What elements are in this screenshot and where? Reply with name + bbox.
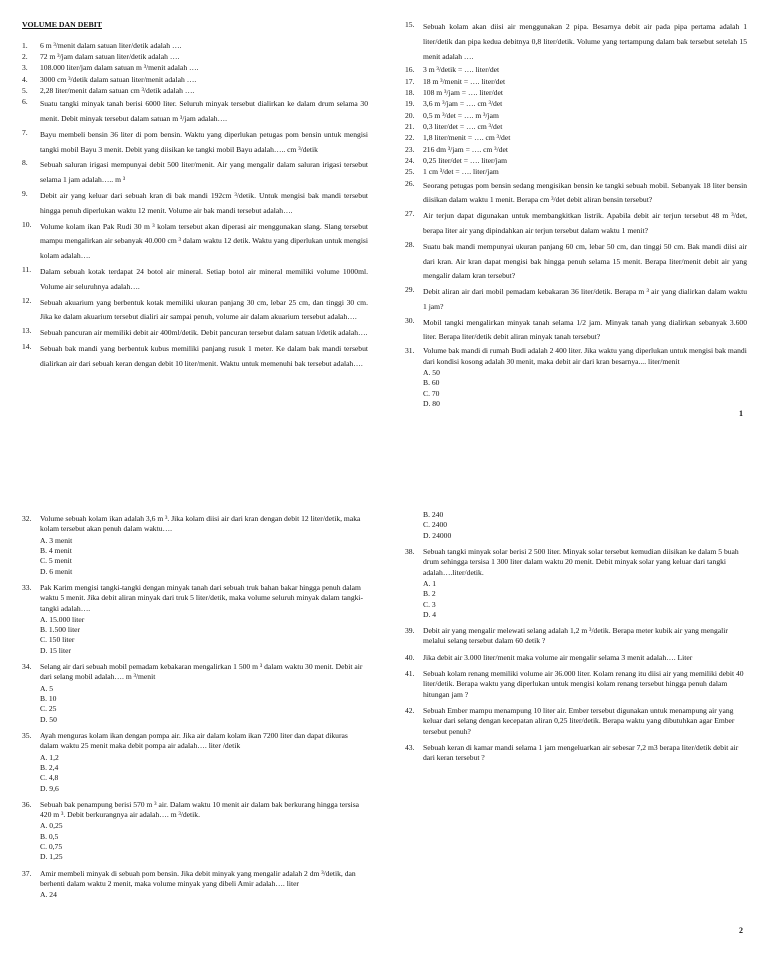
question-text: Pak Karim mengisi tangki-tangki dengan minyak tanah dari sebuah truk bahan bakar hingga penuh dalam waktu 5 menit. Jika debit aliran minyak dari truk 5 liter/detik, maka volume seluruh minyak dalam tangki-tangki adalah…. xyxy=(40,582,364,613)
question-item xyxy=(22,63,368,73)
question-number: 5. xyxy=(22,85,28,95)
answer-option: C. 3 xyxy=(423,599,436,609)
answer-option: D. 80 xyxy=(423,398,440,408)
question-text: 0,3 liter/det = …. cm ³/det xyxy=(423,121,503,131)
answer-option: A. 5 xyxy=(40,683,54,693)
question-item xyxy=(405,285,747,315)
answer-option: B. 2 xyxy=(423,589,436,599)
question-item xyxy=(405,88,747,98)
question-item xyxy=(22,662,368,683)
answer-option: B. 0,5 xyxy=(40,831,59,841)
question-text: 108.000 liter/jam dalam satuan m ³/menit adalah …. xyxy=(40,63,199,73)
question-number: 2. xyxy=(22,51,28,61)
question-text: Air terjun dapat digunakan untuk membangkitkan listrik. Apabila debit air terjun tersebut 48 m ³/det, berapa liter air yang dipindahkan air terjun tersebut dalam waktu 1 menit? xyxy=(423,211,747,235)
question-item xyxy=(22,189,368,219)
question-text: Selang air dari sebuah mobil pemadam kebakaran mengalirkan 1 500 m ³ dalam waktu 30 menit. Debit air dari selang mobil adalah…. m ³/menit xyxy=(40,662,363,682)
answer-options xyxy=(40,753,368,794)
question-text: Sebuah kolam renang memiliki volume air 36.000 liter. Kolam renang itu diisi air yang memiliki debit 40 liter/detik. Berapa waktu yang diperlukan untuk mengisi kolam renang tersebut hingga penuh dalam hitungan jam ? xyxy=(423,669,744,699)
question-item xyxy=(22,158,368,188)
question-item xyxy=(405,653,747,663)
page2-left-column xyxy=(22,510,368,907)
question-text: Debit air yang keluar dari sebuah kran di bak mandi 192cm ³/detik. Untuk mengisi bak mandi tersebut hingga penuh diperlukan waktu 12 menit. Volume air bak mandi tersebut adalah…. xyxy=(40,190,368,215)
page-number: 2 xyxy=(739,926,743,935)
question-list xyxy=(22,514,368,901)
answer-option: C. 0,75 xyxy=(40,842,63,852)
answer-option: C. 25 xyxy=(40,704,57,714)
question-number: 12. xyxy=(22,295,32,305)
answer-options xyxy=(40,536,368,577)
question-list xyxy=(405,20,747,345)
question-item xyxy=(22,75,368,85)
question-number: 39. xyxy=(405,626,415,636)
question-item xyxy=(22,296,368,326)
question-number: 22. xyxy=(405,133,415,143)
answer-option: D. 6 menit xyxy=(40,566,73,576)
question-number: 13. xyxy=(22,326,32,336)
question-text: Sebuah keran di kamar mandi selama 1 jam mengeluarkan air sebesar 7,2 m3 berapa liter/detik debit air dari keran tersebut ? xyxy=(423,742,739,763)
question-text: Volume sebuah kolam ikan adalah 3,6 m ³. Jika kolam diisi air dari kran dengan debit 12 liter/detik, maka kolam tersebut akan penuh dalam waktu…. xyxy=(40,514,361,534)
question-number: 36. xyxy=(22,799,32,809)
question-number: 20. xyxy=(405,110,415,120)
question-number: 19. xyxy=(405,99,415,109)
question-number: 24. xyxy=(405,155,415,165)
answer-options xyxy=(40,684,368,725)
question-item xyxy=(405,20,747,64)
answer-options xyxy=(423,579,747,620)
answer-option: B. 10 xyxy=(40,694,57,703)
answer-option: B. 4 menit xyxy=(40,545,72,555)
question-number: 37. xyxy=(22,868,32,878)
answer-option: A. 1 xyxy=(423,578,437,588)
question-item xyxy=(405,706,747,737)
page1-right-column xyxy=(405,20,747,415)
question-number: 40. xyxy=(405,652,415,662)
question-item xyxy=(405,167,747,177)
question-text: Sebuah bak penampung berisi 570 m ³ air. Dalam waktu 10 menit air dalam bak berkurang hingga tersisa 420 m ³. Debit berkurangnya air adalah…. m ³/detik. xyxy=(40,799,360,820)
question-text: 2,28 liter/menit dalam satuan cm ³/detik adalah …. xyxy=(40,85,195,95)
answer-option: A. 50 xyxy=(423,367,440,377)
question-number: 34. xyxy=(22,662,32,672)
question-text: 18 m ³/menit = …. liter/det xyxy=(423,76,506,86)
question-item xyxy=(405,346,747,367)
question-item xyxy=(22,800,368,821)
question-text: Volume kolam ikan Pak Rudi 30 m ³ kolam tersebut akan diperasi air menggunakan slang. Slang tersebut mampu mengalirkan air sebanyak 40.000 cm ³ dalam waktu 12 detik. Waktu yang diperlukan untuk mengisi kolam adalah…. xyxy=(40,221,368,261)
question-text: Sebuah saluran irigasi mempunyai debit 500 liter/menit. Air yang mengalir dalam saluran irigasi tersebut selama 1 jam adalah….. m ³ xyxy=(40,160,368,185)
question-number: 25. xyxy=(405,167,415,177)
question-text: Sebuah bak mandi yang berbentuk kubus memiliki panjang rusuk 1 meter. Ke dalam bak mandi tersebut dialirkan air dari sebuah keran dengan debit 10 liter/menit. Waktu untuk memenuhi bak tersebut adalah…. xyxy=(40,343,368,368)
question-number: 28. xyxy=(405,239,415,249)
question-text: Sebuah pancuran air memiliki debit air 400ml/detik. Debit pancuran tersebut dalam satuan l/detik adalah…. xyxy=(40,328,368,338)
question-item xyxy=(22,583,368,614)
question-number: 38. xyxy=(405,546,415,556)
question-item xyxy=(405,99,747,109)
question-text: Seorang petugas pom bensin sedang mengisikan bensin ke tangki sebuah mobil. Sebanyak 18 liter bensin diisikan dalam waktu 1 menit. Berapa cm ³/det debit aliran bensin tersebut? xyxy=(423,180,747,205)
page2-right-column xyxy=(405,510,747,770)
question-item xyxy=(22,326,368,341)
question-text: Sebuah Ember mampu menampung 10 liter air. Ember tersebut digunakan untuk menampung air yang keluar dari selang dengan kecepatan aliran 0,25 liter/detik. Berapa waktu yang dibutuhkan agar Ember tersebut penuh? xyxy=(423,706,735,736)
question-number: 8. xyxy=(22,158,28,168)
question-number: 35. xyxy=(22,730,32,740)
answer-option: C. 150 liter xyxy=(40,635,75,645)
question-text: Bayu membeli bensin 36 liter di pom bensin. Waktu yang diperlukan petugas pom bensin untuk mengisi tangki mobil Bayu 3 menit. Debit yang diisikan ke tangki mobil Bayu adalah….. cm ³/detik xyxy=(40,129,368,154)
answer-option: A. 1,2 xyxy=(40,752,59,762)
answer-options xyxy=(40,890,368,900)
question-item xyxy=(405,209,747,239)
question-text: 0,25 liter/det = …. liter/jam xyxy=(423,155,507,165)
question-item xyxy=(22,128,368,158)
question-number: 3. xyxy=(22,63,28,73)
question-number: 27. xyxy=(405,209,415,219)
question-number: 41. xyxy=(405,669,415,679)
question-number: 31. xyxy=(405,346,415,356)
question-item xyxy=(405,547,747,578)
answer-option: D. 9,6 xyxy=(40,783,59,793)
question-text: 1,8 liter/menit = …. cm ³/det xyxy=(423,133,511,143)
question-text: Dalam sebuah kotak terdapat 24 botol air mineral. Setiap botol air mineral memiliki volume 1000ml. Volume air seluruhnya adalah…. xyxy=(40,266,368,291)
question-number: 9. xyxy=(22,188,28,198)
question-item xyxy=(405,111,747,121)
question-item xyxy=(405,240,747,284)
question-item xyxy=(405,145,747,155)
question-text: Amir membeli minyak di sebuah pom bensin. Jika debit minyak yang mengalir adalah 2 dm ³/detik, dan berhenti dalam waktu 2 menit, maka volume minyak yang dibeli Amir adalah…. liter xyxy=(40,868,356,888)
question-number: 7. xyxy=(22,127,28,137)
question-number: 23. xyxy=(405,144,415,154)
question-item xyxy=(405,179,747,209)
question-number: 11. xyxy=(22,264,32,274)
answer-option: C. 70 xyxy=(423,388,440,398)
answer-option: D. 1,25 xyxy=(40,852,63,862)
question-item xyxy=(405,316,747,346)
answer-option: D. 24000 xyxy=(423,530,452,540)
question-text: Sebuah kolam akan diisi air menggunakan 2 pipa. Besarnya debit air pada pipa pertama adalah 1 liter/detik dan pipa kedua debitnya 0,8 liter/detik. Volume yang tertampung dalam bak tersebut setelah 15 menit adalah …. xyxy=(423,22,747,61)
answer-option: A. 24 xyxy=(40,890,57,900)
question-number: 17. xyxy=(405,76,415,86)
question-item xyxy=(405,626,747,647)
question-item xyxy=(22,265,368,295)
question-text: 1 cm ³/det = …. liter/jam xyxy=(423,167,499,177)
question-item xyxy=(22,97,368,127)
question-number: 26. xyxy=(405,178,415,188)
question-item xyxy=(22,52,368,62)
answer-option: C. 4,8 xyxy=(40,773,59,783)
question-number: 30. xyxy=(405,315,415,325)
answer-option: D. 4 xyxy=(423,609,437,619)
question-text: 3,6 m ³/jam = …. cm ³/det xyxy=(423,99,503,109)
answer-option: B. 60 xyxy=(423,378,440,388)
answer-option: D. 15 liter xyxy=(40,645,72,655)
answer-option: B. 240 xyxy=(423,510,444,519)
question-item xyxy=(22,41,368,51)
question-text: 3000 cm ³/detik dalam satuan liter/menit adalah …. xyxy=(40,74,197,84)
answer-option: D. 50 xyxy=(40,714,57,724)
question-number: 6. xyxy=(22,97,28,107)
question-text: Suatu tangki minyak tanah berisi 6000 liter. Seluruh minyak tersebut dialirkan ke dalam drum selama 30 menit. Debit minyak tersebut dalam satuan m ³/jam adalah…. xyxy=(40,99,368,123)
question-item xyxy=(405,669,747,700)
question-list xyxy=(405,547,747,764)
question-item xyxy=(405,133,747,143)
answer-options xyxy=(40,615,368,656)
question-number: 18. xyxy=(405,88,415,98)
answer-option: A. 15.000 liter xyxy=(40,614,85,624)
question-number: 1. xyxy=(22,40,28,50)
question-item xyxy=(405,122,747,132)
question-text: Debit aliran air dari mobil pemadam kebakaran 36 liter/detik. Berapa m ³ air yang dialirkan dalam waktu 1 jam? xyxy=(423,287,747,311)
question-item xyxy=(22,86,368,96)
answer-option: C. 2400 xyxy=(423,520,448,530)
question-text: 216 dm ³/jam = …. cm ³/det xyxy=(423,144,508,154)
question-item xyxy=(405,743,747,764)
question-text: 0,5 m ³/det = …. m ³/jam xyxy=(423,110,499,120)
question-item xyxy=(22,342,368,372)
question-number: 42. xyxy=(405,706,415,715)
question-item xyxy=(405,77,747,87)
question-number: 10. xyxy=(22,219,32,229)
answer-option: A. 3 menit xyxy=(40,535,73,545)
question-number: 15. xyxy=(405,20,415,29)
question-text: 72 m ³/jam dalam satuan liter/detik adalah …. xyxy=(40,51,180,61)
question-number: 32. xyxy=(22,514,32,523)
answer-option: B. 1.500 liter xyxy=(40,625,81,635)
question-text: Suatu bak mandi mempunyai ukuran panjang 60 cm, lebar 50 cm, dan tinggi 50 cm. Bak mandi diisi air dari kran. Air kran dapat mengisi bak hingga penuh selama 15 menit. Berapa liter/menit debit air yang mengalir dalam kran tersebut? xyxy=(423,241,747,281)
question-text: 6 m ³/menit dalam satuan liter/detik adalah …. xyxy=(40,40,182,50)
question-text: Mobil tangki mengalirkan minyak tanah selama 1/2 jam. Minyak tanah yang dialirkan sebanyak 3.600 liter. Berapa liter/detik debit aliran minyak tanah tersebut? xyxy=(423,317,747,342)
question-item xyxy=(405,156,747,166)
answer-options xyxy=(423,510,747,541)
question-item xyxy=(22,220,368,264)
question-text: 108 m ³/jam = …. liter/det xyxy=(423,88,503,98)
question-number: 21. xyxy=(405,121,415,131)
question-number: 33. xyxy=(22,582,32,592)
question-text: Jika debit air 3.000 liter/menit maka volume air mengalir selama 3 menit adalah…. Liter xyxy=(423,652,693,662)
question-number: 43. xyxy=(405,742,415,752)
answer-option: B. 2,4 xyxy=(40,762,59,772)
question-text: Ayah menguras kolam ikan dengan pompa air. Jika air dalam kolam ikan 7200 liter dan dapat dikuras dalam waktu 25 menit maka debit pompa air adalah…. liter /detik xyxy=(40,730,348,751)
question-text: 3 m ³/detik = …. liter/det xyxy=(423,65,500,75)
question-number: 29. xyxy=(405,285,415,295)
question-item xyxy=(405,65,747,75)
question-text: Sebuah tangki minyak solar berisi 2 500 liter. Minyak solar tersebut kemudian diisikan ke dalam 5 buah drum sehingga tersisa 1 300 liter dalam waktu 20 menit. Debit minyak solar yang keluar dari tangki adalah….liter/detik. xyxy=(423,546,739,577)
worksheet-title: VOLUME DAN DEBIT xyxy=(22,20,102,29)
question-text: Sebuah akuarium yang berbentuk kotak memiliki ukuran panjang 30 cm, lebar 25 cm, dan tinggi 30 cm. Jika ke dalam akuarium tersebut dialiri air sampai penuh, volume air dalam akuarium tersebut adalah…. xyxy=(40,297,368,322)
question-item xyxy=(22,869,368,890)
question-number: 16. xyxy=(405,65,415,75)
question-item xyxy=(22,514,368,535)
answer-option: A. 0,25 xyxy=(40,821,63,831)
page-number: 1 xyxy=(739,409,743,418)
answer-options xyxy=(423,368,747,409)
page1-left-column xyxy=(22,20,368,373)
question-number: 4. xyxy=(22,74,28,84)
question-list xyxy=(22,41,368,372)
question-text: Volume bak mandi di rumah Budi adalah 2 400 liter. Jika waktu yang diperlukan untuk mengisi bak mandi dari kondisi kosong adalah 30 menit, maka debit air dari kran besarnya.... liter/menit xyxy=(423,346,747,366)
question-number: 14. xyxy=(22,341,32,351)
question-item xyxy=(22,731,368,752)
answer-option: C. 5 menit xyxy=(40,556,72,566)
answer-options xyxy=(40,821,368,862)
question-text: Debit air yang mengalir melewati selang adalah 1,2 m ³/detik. Berapa meter kubik air yang mengalir melalui selang tersebut dalam 60 detik ? xyxy=(423,626,728,646)
